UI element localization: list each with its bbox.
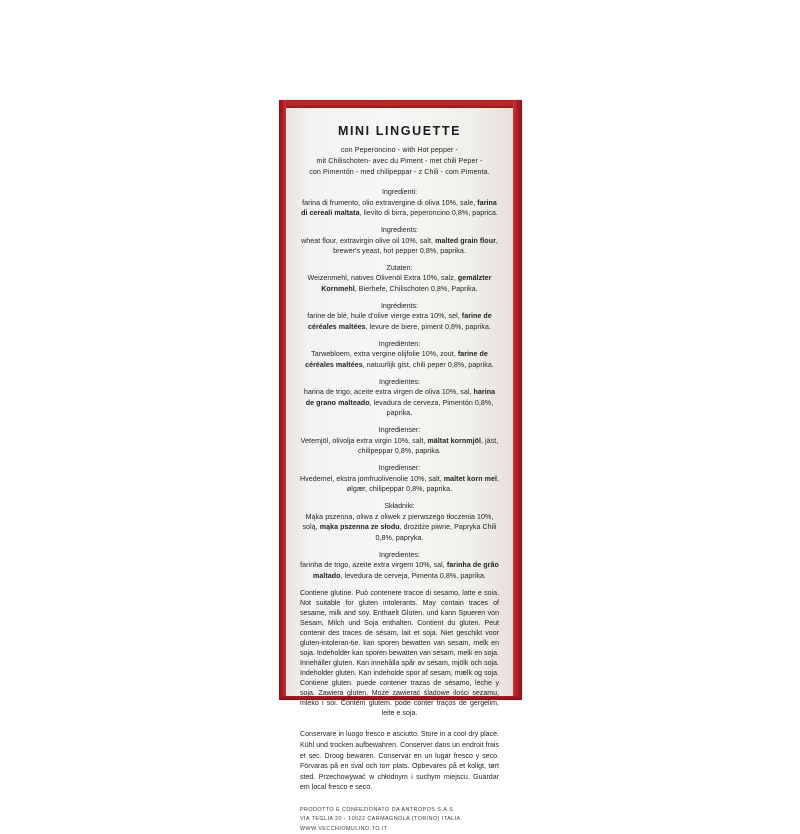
ingredients-label: Ingredienser: xyxy=(378,464,421,473)
ingredients-label: Ingredienser: xyxy=(378,426,421,435)
ingredients-label: Zutaten: xyxy=(386,263,413,272)
manufacturer-info xyxy=(300,806,499,834)
ingredients-text: wheat flour, extravirgin olive oil 10%, salt, malted grain flour, brewer's yeast, hot pepper 0,8%, paprika. xyxy=(301,236,498,256)
ingredients-block-fr xyxy=(300,301,499,333)
subtitle-line: mit Chilischoten- avec du Piment - met chili Peper - xyxy=(316,156,483,165)
product-title: MINI LINGUETTE xyxy=(337,124,462,138)
ingredients-text: Mąka pszenna, oliwa z oliwek z pierwszego tłoczenia 10%, solą, mąka pszenna ze słodu, drożdże piwne, Papryka Chili 0,8%, papryka. xyxy=(302,512,497,542)
manufacturer-address: VIA TEGLIA 20 - 10022 CARMAGNOLA (TORINO) ITALIA. WWW.VECCHIOMULINO.TO.IT xyxy=(300,816,463,832)
storage-instructions: Conservare in luogo fresco e asciutto. Store in a cool dry place. Kühl und trocken aufbewahren. Conserver dans un endroit frais et sec. Droog bewaren. Conservar en un lugar fresco y seco. Förvaras på en sval och torr plats. Opbevares på et koligt, tørt sted. Przechowywać w chłodnym i suchym miejscu. Guardar em local fresco e seco. xyxy=(300,731,499,792)
ingredients-text: farina di frumento, olio extravergine di oliva 10%, sale, farina di cereali maltata, lievito di birra, peperoncino 0,8%, paprica. xyxy=(301,198,498,218)
ingredients-label: Ingredientes: xyxy=(378,550,420,559)
box-back-panel xyxy=(286,108,513,832)
ingredients-text: harina de trigo, aceite extra virgen de oliva 10%, sal, harina de grano malteado, levadura de cerveza, Pimentón 0,8%, paprika. xyxy=(303,388,496,418)
ingredients-text: Tarwebloem, extra vergine olijfolie 10%, zout, farine de céréales maltées, natuurlijk gist, chili peper 0,8%, paprika. xyxy=(305,350,494,369)
ingredients-label: Ingredienti: xyxy=(381,187,418,196)
ingredients-block-en xyxy=(300,225,499,257)
subtitle-line: con Pimentón - med chilipeppar - z Chili - com Pimenta. xyxy=(309,167,490,176)
allergen-statement: Contiene glutine. Può contenere tracce di sesamo, latte e soia. Not suitable for gluten intolerants. May contain traces of sesame, milk and soy. Enthaelt Gluten. und kann Spueren von Sesam, Milch und Soja enthalten. Contient du gluten. Peut contenir des traces de sésam, lait et soja. Niet geschikt voor gluten-intoleran-tie. kan sporen bewatten van sesam, melk en soja. Indeholder kan sporen bewatten van sesam, melk en soja. Inneháller gluten. Kan innehålla spår av sesam, mjölk och soja. Indeholder gluten. Kan indeholde spor af sesam, mælk og soja. Contiene gluten. puede contener trazas de sésamo, leche y soja. Zawiera gluten. Może zawierać śladowe ilości sezamu, mleko i soi. Contém glutem. pode conter traços de gergelim, leite e soja. xyxy=(300,590,499,718)
manufacturer-name: PRODOTTO E CONFEZIONATO DA ANTROPOS S.A.S xyxy=(300,806,454,813)
ingredients-block-da xyxy=(300,463,499,495)
ingredients-label: Ingredientes: xyxy=(378,377,420,386)
box-left-red-edge xyxy=(279,100,286,700)
label-content xyxy=(300,118,499,834)
ingredients-block-nl xyxy=(300,339,499,371)
box-top-red-edge xyxy=(279,100,522,108)
ingredients-block-pl xyxy=(300,501,499,544)
ingredients-text: farinha de trigo, azeite extra virgem 10%, sal, farinha de grão maltado, levedura de cerveja, Pimenta 0,8%, paprika. xyxy=(300,561,499,580)
ingredients-label: Ingrediënten: xyxy=(378,339,421,348)
subtitle-line: con Peperoncino - with Hot pepper - xyxy=(340,146,459,154)
product-subtitle xyxy=(300,145,499,178)
ingredients-block-es xyxy=(300,377,499,420)
ingredients-text: Hvedemel, ekstra jomfruolivenolie 10%, salt, maltet korn mel, ølgær, chilipeppar 0,8%, paprika. xyxy=(300,474,500,494)
ingredients-label: Ingrédients: xyxy=(380,301,419,310)
ingredients-block-de xyxy=(300,263,499,295)
ingredients-block-pt xyxy=(300,550,499,582)
ingredients-text: farine de blé, huile d'olive vierge extra 10%, sel, farine de céréales maltées, levure de biere, piment 0,8%, paprika. xyxy=(307,312,492,331)
ingredients-label: Ingredients: xyxy=(380,225,419,234)
ingredients-text: Vetemjöl, olivolja extra virgin 10%, salt, mältat kornmjöl, jäst, chilipeppar 0,8%, paprika. xyxy=(300,436,499,456)
ingredients-block-sv xyxy=(300,425,499,457)
pasta-box-package xyxy=(279,100,522,832)
ingredients-block-it xyxy=(300,187,499,219)
ingredients-text: Weizenmehl, natives Olivenöl Extra 10%, salz, gemälzter Kornmehl, Bierhefe, Chilischoten 0,8%, Paprika. xyxy=(307,274,492,294)
ingredients-label: Składniki: xyxy=(384,501,415,510)
box-right-red-edge xyxy=(513,100,522,700)
